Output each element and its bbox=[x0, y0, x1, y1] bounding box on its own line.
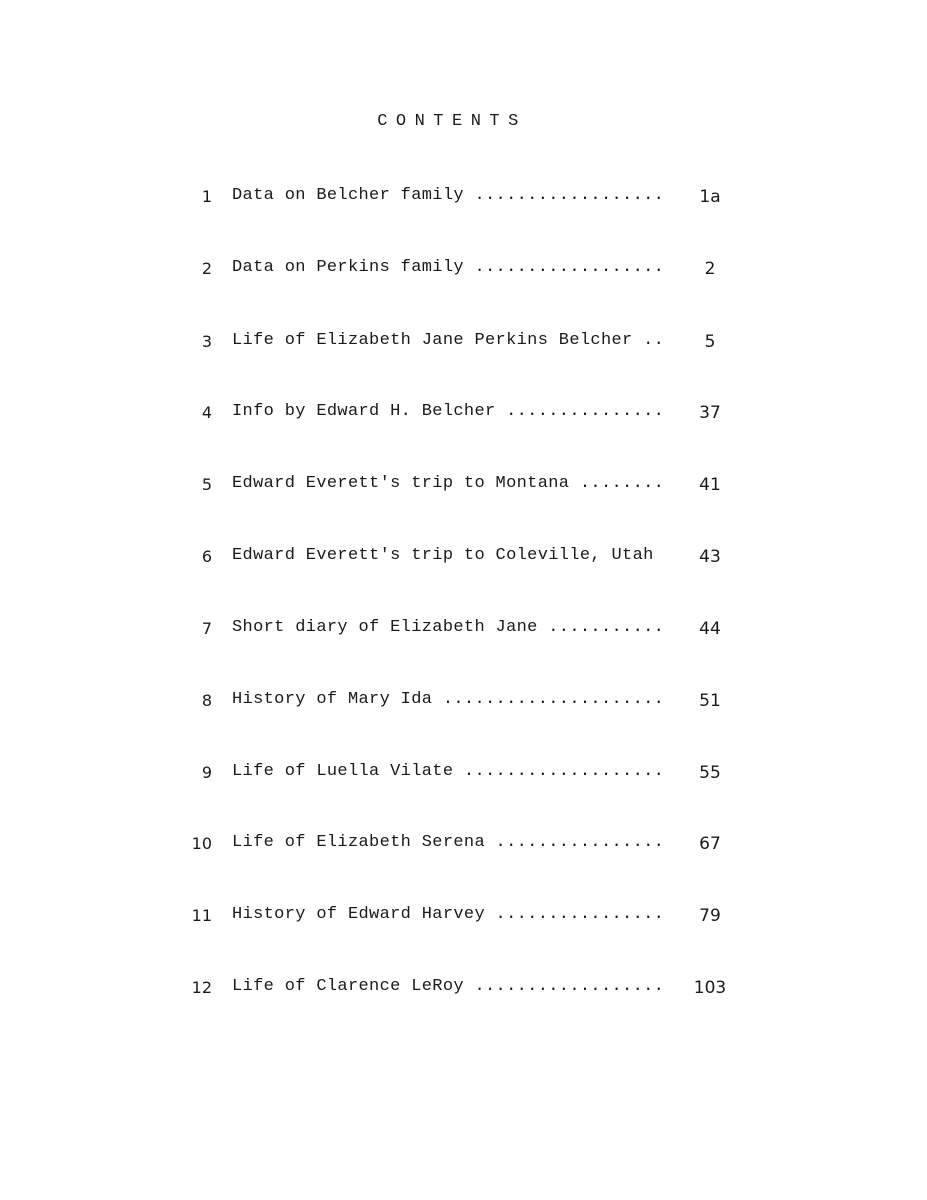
toc-entry-10 bbox=[0, 833, 927, 859]
entry-page: 67 bbox=[699, 834, 721, 854]
toc-entry-2 bbox=[0, 258, 927, 284]
entry-number: 10 bbox=[191, 834, 212, 853]
toc-entry-8 bbox=[0, 690, 927, 716]
entry-title: Life of Elizabeth Serena ................ bbox=[232, 833, 665, 852]
entry-page: 55 bbox=[699, 763, 721, 783]
entry-title: Info by Edward H. Belcher ............... bbox=[232, 402, 665, 421]
entry-title: Life of Clarence LeRoy .................. bbox=[232, 977, 665, 996]
entry-title: Data on Perkins family .................. bbox=[232, 258, 665, 277]
entry-number: 7 bbox=[201, 619, 212, 638]
entry-title: Edward Everett's trip to Coleville, Utah bbox=[232, 546, 654, 565]
entry-page: 103 bbox=[693, 978, 727, 998]
entry-title: History of Mary Ida ..................... bbox=[232, 690, 665, 709]
entry-title: Life of Elizabeth Jane Perkins Belcher .. bbox=[232, 331, 665, 350]
entry-number: 11 bbox=[191, 906, 212, 925]
entry-number: 9 bbox=[201, 763, 212, 782]
entry-number: 2 bbox=[201, 259, 212, 278]
entry-page: 2 bbox=[704, 259, 716, 279]
entry-page: 5 bbox=[704, 332, 716, 352]
entry-number: 3 bbox=[201, 332, 212, 351]
contents-heading: CONTENTS bbox=[377, 112, 527, 131]
toc-entry-12 bbox=[0, 977, 927, 1003]
toc-entry-9 bbox=[0, 762, 927, 788]
entry-page: 79 bbox=[699, 906, 721, 926]
entry-title: Data on Belcher family .................. bbox=[232, 186, 665, 205]
entry-page: 37 bbox=[699, 403, 721, 423]
entry-page: 1a bbox=[699, 187, 721, 207]
toc-entry-1 bbox=[0, 186, 927, 212]
toc-entry-3 bbox=[0, 331, 927, 357]
entry-number: 8 bbox=[201, 691, 212, 710]
entry-number: 5 bbox=[201, 475, 212, 494]
toc-entry-7 bbox=[0, 618, 927, 644]
toc-entry-6 bbox=[0, 546, 927, 572]
toc-entry-5 bbox=[0, 474, 927, 500]
entry-page: 51 bbox=[699, 691, 721, 711]
entry-title: Life of Luella Vilate ................... bbox=[232, 762, 665, 781]
entry-title: History of Edward Harvey ................ bbox=[232, 905, 665, 924]
entry-page: 43 bbox=[699, 547, 721, 567]
entry-number: 1 bbox=[201, 187, 212, 206]
entry-title: Short diary of Elizabeth Jane ........... bbox=[232, 618, 665, 637]
entry-number: 12 bbox=[191, 978, 212, 997]
toc-entry-11 bbox=[0, 905, 927, 931]
entry-number: 6 bbox=[201, 547, 212, 566]
toc-entry-4 bbox=[0, 402, 927, 428]
entry-page: 41 bbox=[699, 475, 721, 495]
entry-number: 4 bbox=[201, 403, 212, 422]
entry-title: Edward Everett's trip to Montana ........ bbox=[232, 474, 665, 493]
entry-page: 44 bbox=[699, 619, 721, 639]
